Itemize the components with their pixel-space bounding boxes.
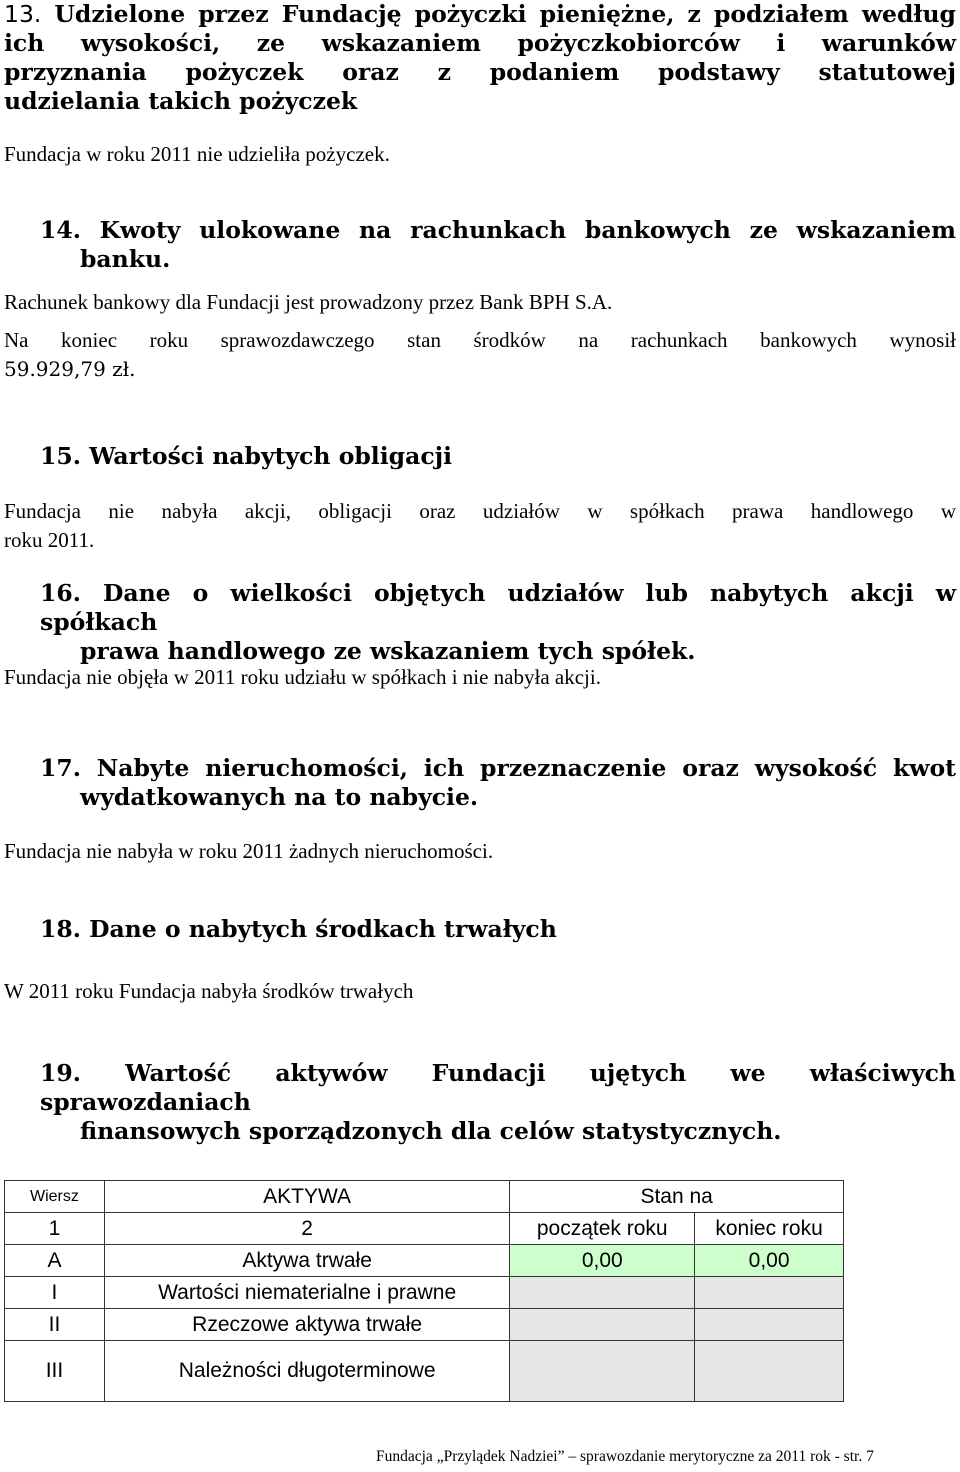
row-label: Wartości niematerialne i prawne	[104, 1277, 509, 1309]
table-row	[5, 1245, 844, 1277]
header-aktywa: AKTYWA	[104, 1181, 509, 1213]
value-start	[510, 1277, 695, 1309]
paragraph-line: roku 2011.	[4, 528, 95, 552]
value-end	[695, 1277, 844, 1309]
paragraph-line: Na koniec roku sprawozdawczego stan środków na rachunkach bankowych wynosił	[4, 328, 956, 352]
page-footer: Fundacja „Przylądek Nadziei” – sprawozdanie merytoryczne za 2011 rok - str. 7	[376, 1448, 874, 1465]
section-number: 19.	[40, 1059, 81, 1087]
section-19-heading	[40, 1059, 956, 1146]
section-18-heading	[40, 915, 557, 944]
heading-text: Dane o nabytych środkach trwałych	[89, 915, 557, 943]
table-row	[5, 1309, 844, 1341]
heading-text: ich wysokości, ze wskazaniem pożyczkobiorców i warunków	[4, 29, 956, 57]
section-14-text-1: Rachunek bankowy dla Fundacji jest prowadzony przez Bank BPH S.A.	[4, 290, 613, 314]
header-stan-na: Stan na	[510, 1181, 844, 1213]
section-number: 15.	[40, 442, 81, 470]
section-18-text: W 2011 roku Fundacja nabyła środków trwałych	[4, 979, 414, 1003]
header-end-of-year: koniec roku	[695, 1213, 844, 1245]
section-16-text: Fundacja nie objęła w 2011 roku udziału w spółkach i nie nabyła akcji.	[4, 665, 601, 689]
heading-text: Nabyte nieruchomości, ich przeznaczenie oraz wysokość kwot	[96, 754, 956, 782]
value-end	[695, 1309, 844, 1341]
row-code: I	[5, 1277, 105, 1309]
value-start: 0,00	[510, 1245, 695, 1277]
section-13-heading	[4, 0, 956, 116]
balance-amount: 59.929,79 zł.	[4, 357, 136, 381]
section-15-heading	[40, 442, 452, 471]
row-label: Aktywa trwałe	[104, 1245, 509, 1277]
heading-text: finansowych sporządzonych dla celów statystycznych.	[80, 1117, 782, 1145]
header-wiersz: Wiersz	[5, 1181, 105, 1213]
heading-text: udzielania takich pożyczek	[4, 87, 358, 115]
heading-text: Kwoty ulokowane na rachunkach bankowych ze wskazaniem	[99, 216, 956, 244]
heading-text: Wartości nabytych obligacji	[89, 442, 453, 470]
row-label: Rzeczowe aktywa trwałe	[104, 1309, 509, 1341]
header-start-of-year: początek roku	[510, 1213, 695, 1245]
section-13-text: Fundacja w roku 2011 nie udzieliła pożyczek.	[4, 142, 390, 166]
section-number: 16.	[40, 579, 81, 607]
heading-text: Udzielone przez Fundację pożyczki pieniężne, z podziałem według	[54, 0, 956, 28]
value-start	[510, 1309, 695, 1341]
heading-text: banku.	[80, 245, 171, 273]
section-14-text-2	[4, 326, 956, 384]
row-code: II	[5, 1309, 105, 1341]
paragraph-line: Fundacja nie nabyła akcji, obligacji oraz udziałów w spółkach prawa handlowego w	[4, 499, 956, 523]
heading-text: Dane o wielkości objętych udziałów lub nabytych akcji w spółkach	[40, 579, 956, 636]
row-code: A	[5, 1245, 105, 1277]
section-14-heading	[40, 216, 956, 274]
table-numbers-row	[5, 1213, 844, 1245]
table-header-row	[5, 1181, 844, 1213]
value-end: 0,00	[695, 1245, 844, 1277]
section-number: 14.	[40, 216, 81, 244]
row-code: III	[5, 1341, 105, 1402]
table-cell: 2	[104, 1213, 509, 1245]
section-15-text	[4, 497, 956, 555]
assets-table	[4, 1180, 844, 1402]
section-number: 17.	[40, 754, 81, 782]
section-number: 13.	[4, 0, 42, 28]
section-17-text: Fundacja nie nabyła w roku 2011 żadnych nieruchomości.	[4, 839, 494, 863]
section-number: 18.	[40, 915, 81, 943]
value-start	[510, 1341, 695, 1402]
heading-text: Wartość aktywów Fundacji ujętych we właściwych sprawozdaniach	[40, 1059, 956, 1116]
heading-text: prawa handlowego ze wskazaniem tych spółek.	[80, 637, 696, 665]
row-label: Należności długoterminowe	[104, 1341, 509, 1402]
table-row	[5, 1277, 844, 1309]
table-row	[5, 1341, 844, 1402]
table-cell: 1	[5, 1213, 105, 1245]
heading-text: przyznania pożyczek oraz z podaniem podstawy statutowej	[4, 58, 956, 86]
value-end	[695, 1341, 844, 1402]
section-16-heading	[40, 579, 956, 666]
section-17-heading	[40, 754, 956, 812]
heading-text: wydatkowanych na to nabycie.	[80, 783, 479, 811]
